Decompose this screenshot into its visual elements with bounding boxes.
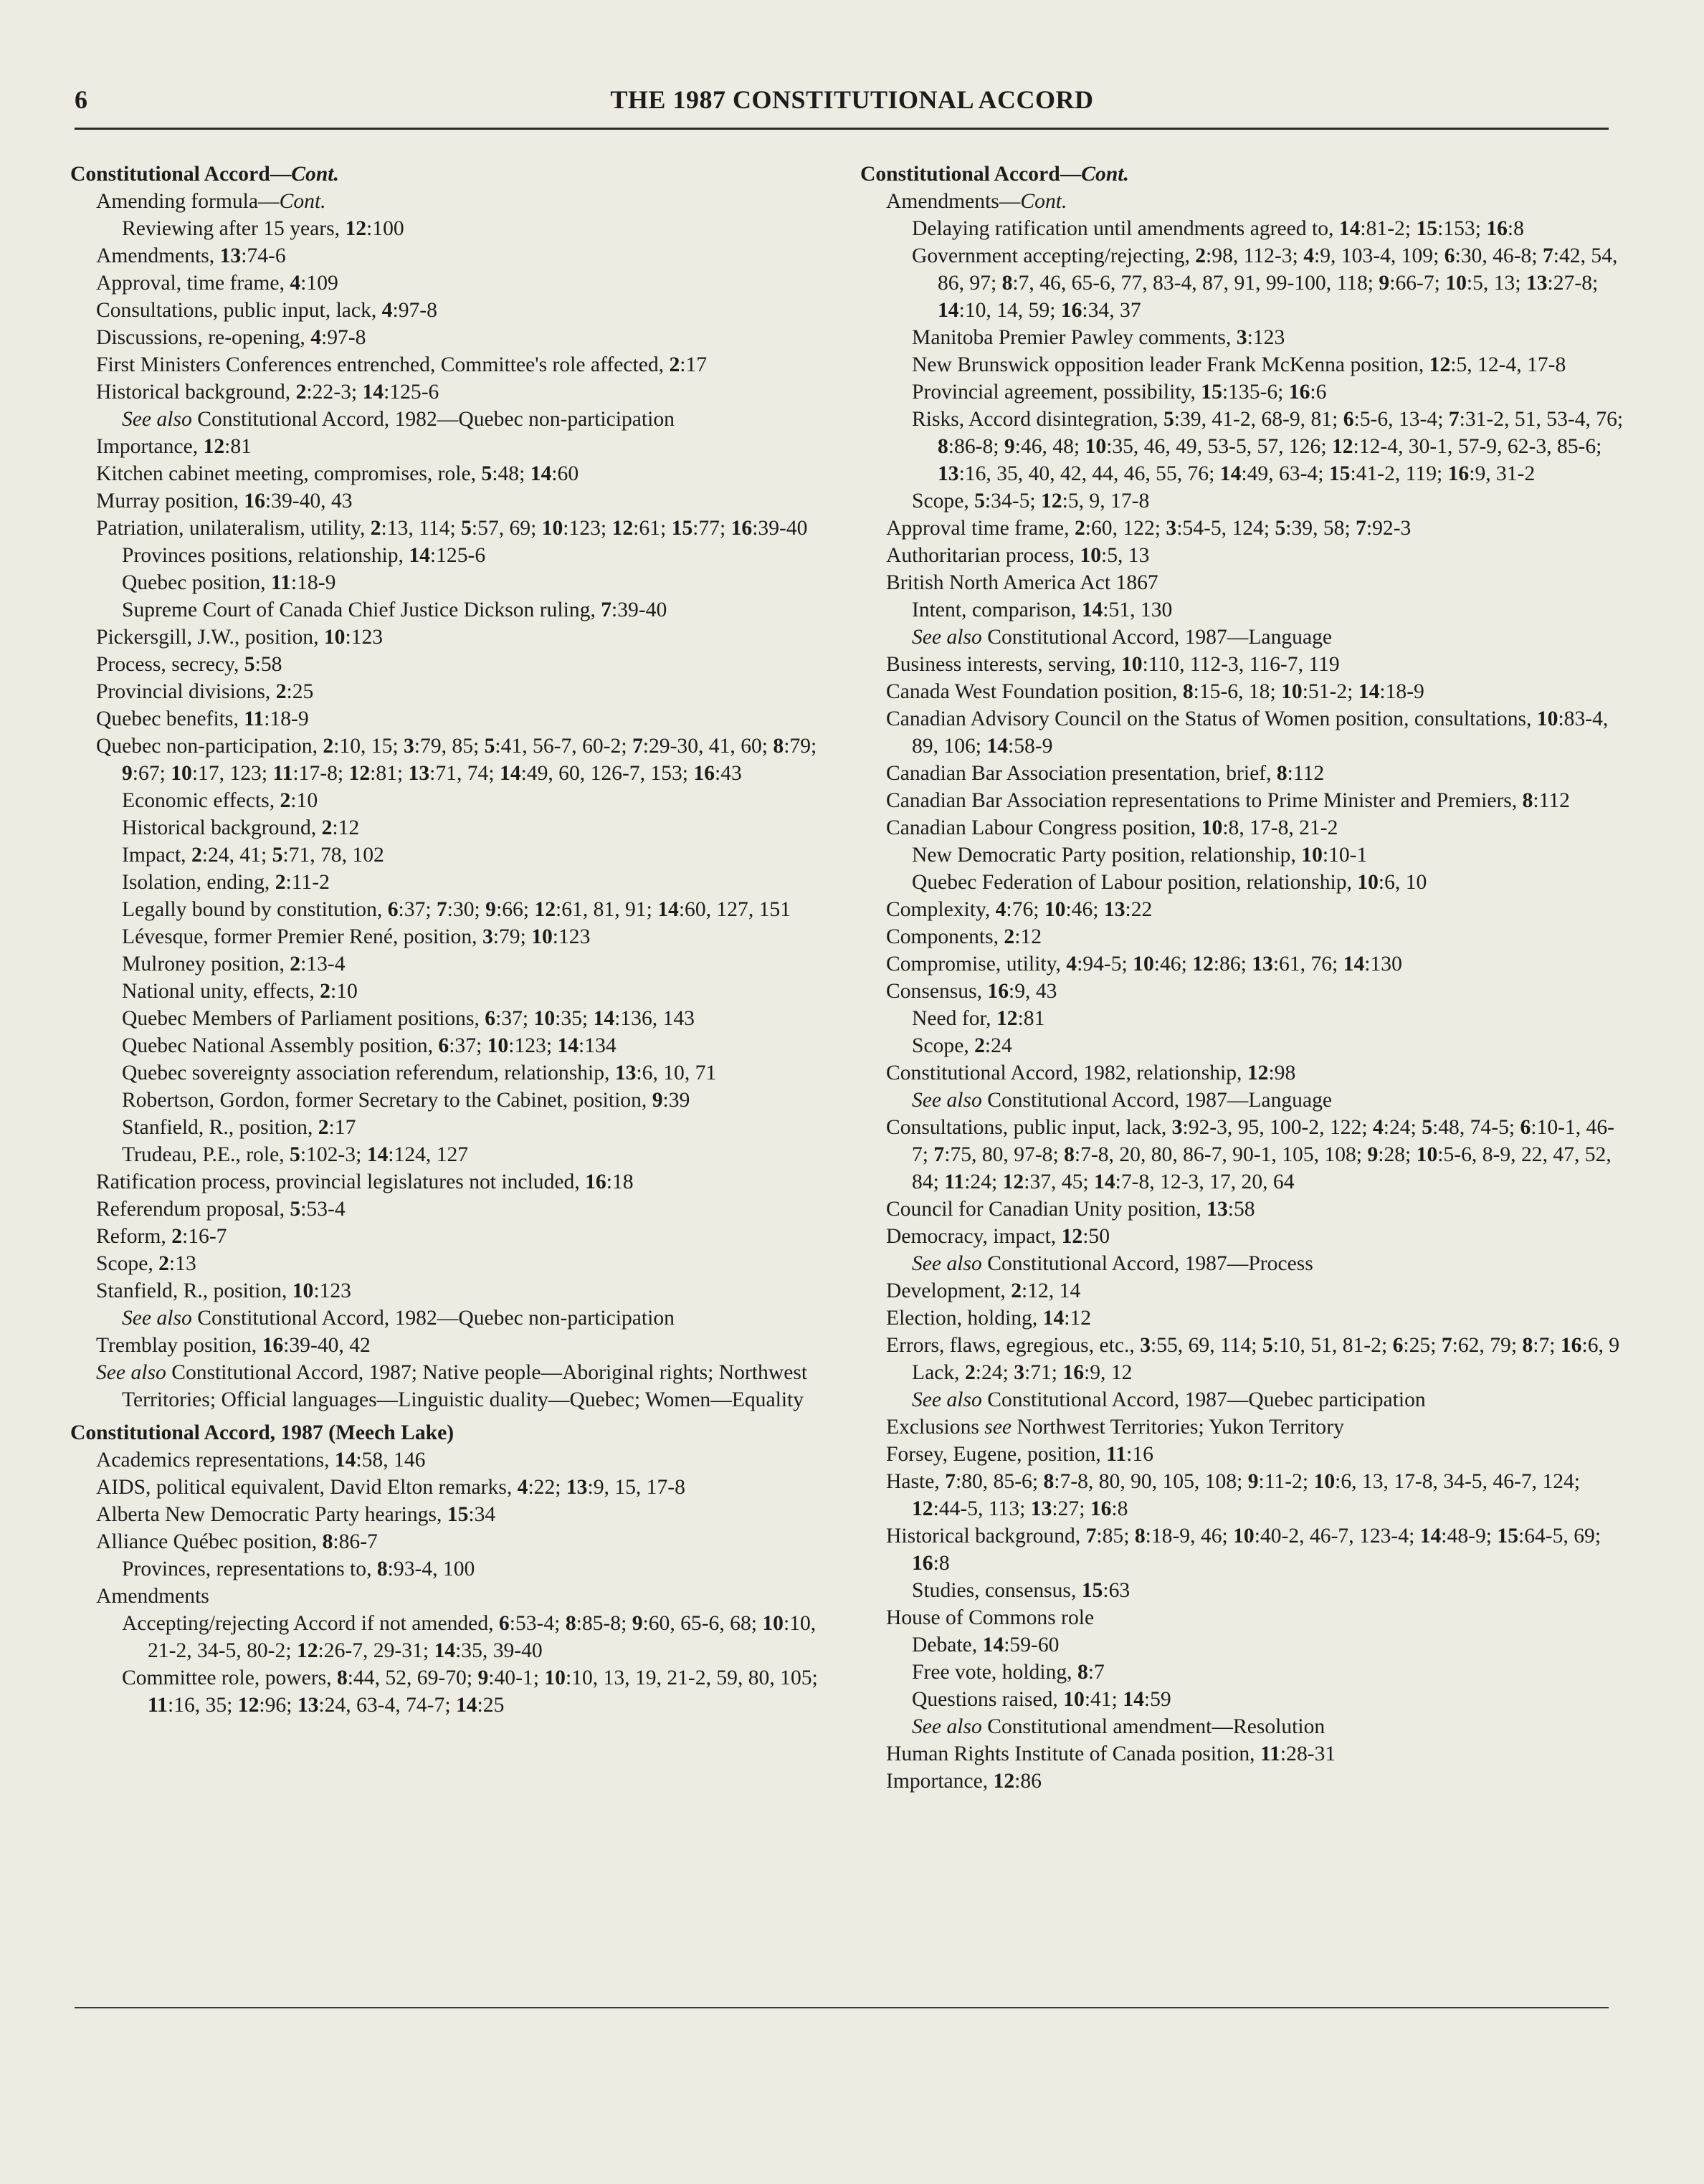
- index-entry: Isolation, ending, 2:11-2: [122, 871, 330, 894]
- index-entry: Haste, 7:80, 85-6; 8:7-8, 80, 90, 105, 108; 9:11-2; 10:6, 13, 17-8, 34-5, 46-7, 124; 12:44-5, 113; 13:27; 16:8: [886, 1470, 1581, 1520]
- index-entry: See also Constitutional Accord, 1987—Process: [912, 1252, 1313, 1275]
- index-entry: Lévesque, former Premier René, position, 3:79; 10:123: [122, 925, 591, 948]
- index-entry: Quebec National Assembly position, 6:37; 10:123; 14:134: [122, 1034, 617, 1057]
- index-heading: Constitutional Accord—Cont.: [860, 163, 1129, 186]
- index-entry: British North America Act 1867: [886, 571, 1158, 594]
- index-entry: Quebec Members of Parliament positions, 6:37; 10:35; 14:136, 143: [122, 1007, 695, 1030]
- index-entry: Provincial agreement, possibility, 15:135-6; 16:6: [912, 381, 1327, 404]
- index-entry: Development, 2:12, 14: [886, 1279, 1081, 1302]
- index-entry: Constitutional Accord, 1982, relationship, 12:98: [886, 1062, 1296, 1084]
- index-entry: See also Constitutional Accord, 1987—Language: [912, 626, 1333, 649]
- page-number: 6: [75, 85, 87, 114]
- index-entry: Delaying ratification until amendments agreed to, 14:81-2; 15:153; 16:8: [912, 217, 1524, 240]
- index-entry: Historical background, 2:12: [122, 816, 360, 839]
- index-entry: Reviewing after 15 years, 12:100: [122, 217, 404, 240]
- index-entry: Approval time frame, 2:60, 122; 3:54-5, 124; 5:39, 58; 7:92-3: [886, 517, 1412, 540]
- index-entry: Canadian Bar Association representations to Prime Minister and Premiers, 8:112: [886, 789, 1570, 812]
- index-entry: National unity, effects, 2:10: [122, 980, 358, 1003]
- index-entry: Stanfield, R., position, 2:17: [122, 1116, 356, 1139]
- index-entry: Historical background, 2:22-3; 14:125-6: [96, 381, 439, 404]
- index-entry: Provinces, representations to, 8:93-4, 100: [122, 1558, 475, 1580]
- index-entry: Council for Canadian Unity position, 13:58: [886, 1198, 1255, 1221]
- index-entry: First Ministers Conferences entrenched, Committee's role affected, 2:17: [96, 353, 708, 376]
- index-entry: Debate, 14:59-60: [912, 1634, 1060, 1656]
- index-entry: Manitoba Premier Pawley comments, 3:123: [912, 326, 1285, 349]
- index-entry: Questions raised, 10:41; 14:59: [912, 1688, 1171, 1711]
- index-entry: Murray position, 16:39-40, 43: [96, 490, 353, 512]
- index-column-left: [70, 161, 830, 1719]
- index-heading: Constitutional Accord, 1987 (Meech Lake): [70, 1421, 454, 1444]
- index-entry: Errors, flaws, egregious, etc., 3:55, 69, 114; 5:10, 51, 81-2; 6:25; 7:62, 79; 8:7; 16:6, 9: [886, 1334, 1620, 1357]
- index-entry: Mulroney position, 2:13-4: [122, 953, 346, 976]
- index-entry: See also Constitutional Accord, 1982—Quebec non-participation: [122, 408, 675, 431]
- index-entry: Provincial divisions, 2:25: [96, 680, 314, 703]
- index-entry: Exclusions see Northwest Territories; Yukon Territory: [886, 1416, 1344, 1439]
- index-entry: Kitchen cabinet meeting, compromises, role, 5:48; 14:60: [96, 462, 579, 485]
- index-entry: Scope, 2:24: [912, 1034, 1012, 1057]
- index-entry: Scope, 5:34-5; 12:5, 9, 17-8: [912, 490, 1150, 512]
- index-entry: Compromise, utility, 4:94-5; 10:46; 12:86; 13:61, 76; 14:130: [886, 953, 1402, 976]
- index-entry: New Brunswick opposition leader Frank McKenna position, 12:5, 12-4, 17-8: [912, 353, 1566, 376]
- index-entry: Consultations, public input, lack, 4:97-8: [96, 299, 437, 322]
- index-entry: Committee role, powers, 8:44, 52, 69-70; 9:40-1; 10:10, 13, 19, 21-2, 59, 80, 105; 11:16, 35; 12:96; 13:24, 63-4, 74-7; 14:25: [122, 1666, 818, 1717]
- index-entry: Referendum proposal, 5:53-4: [96, 1198, 346, 1221]
- index-entry: Reform, 2:16-7: [96, 1225, 227, 1248]
- index-entry: Provinces positions, relationship, 14:125-6: [122, 544, 486, 567]
- index-entry: Supreme Court of Canada Chief Justice Dickson ruling, 7:39-40: [122, 599, 667, 621]
- index-entry: See also Constitutional amendment—Resolution: [912, 1715, 1325, 1738]
- index-entry: Legally bound by constitution, 6:37; 7:30; 9:66; 12:61, 81, 91; 14:60, 127, 151: [122, 898, 791, 921]
- index-entry: New Democratic Party position, relationship, 10:10-1: [912, 844, 1368, 867]
- index-heading: Constitutional Accord—Cont.: [70, 163, 339, 186]
- index-entry: See also Constitutional Accord, 1987—Quebec participation: [912, 1388, 1426, 1411]
- index-entry: Canadian Advisory Council on the Status of Women position, consultations, 10:83-4, 89, 106; 14:58-9: [886, 707, 1609, 758]
- index-entry: Tremblay position, 16:39-40, 42: [96, 1334, 371, 1357]
- index-entry: Amendments: [96, 1585, 209, 1608]
- index-entry: Studies, consensus, 15:63: [912, 1579, 1131, 1602]
- index-entry: See also Constitutional Accord, 1987; Native people—Aboriginal rights; Northwest Territories; Official languages—Linguistic duality—Quebec; Women—Equality: [96, 1361, 808, 1411]
- index-entry: Quebec benefits, 11:18-9: [96, 707, 309, 730]
- index-entry: Consultations, public input, lack, 3:92-3, 95, 100-2, 122; 4:24; 5:48, 74-5; 6:10-1, 46-7; 7:75, 80, 97-8; 8:7-8, 20, 80, 86-7, 90-1, 105, 108; 9:28; 10:5-6, 8-9, 22, 47, 52, 84; 11:24; 12:37, 45; 14:7-8, 12-3, 17, 20, 64: [886, 1116, 1615, 1193]
- index-entry: Business interests, serving, 10:110, 112-3, 116-7, 119: [886, 653, 1340, 676]
- index-entry: Pickersgill, J.W., position, 10:123: [96, 626, 384, 649]
- index-entry: Stanfield, R., position, 10:123: [96, 1279, 351, 1302]
- index-entry: Amendments—Cont.: [886, 190, 1067, 213]
- index-entry: Complexity, 4:76; 10:46; 13:22: [886, 898, 1153, 921]
- index-entry: Scope, 2:13: [96, 1252, 196, 1275]
- index-entry: Importance, 12:81: [96, 435, 252, 458]
- index-entry: Canada West Foundation position, 8:15-6, 18; 10:51-2; 14:18-9: [886, 680, 1424, 703]
- index-entry: Amendments, 13:74-6: [96, 244, 286, 267]
- index-entry: Free vote, holding, 8:7: [912, 1661, 1105, 1684]
- index-entry: Ratification process, provincial legislatures not included, 16:18: [96, 1170, 634, 1193]
- index-entry: Human Rights Institute of Canada position, 11:28-31: [886, 1742, 1336, 1765]
- index-entry: Historical background, 7:85; 8:18-9, 46; 10:40-2, 46-7, 123-4; 14:48-9; 15:64-5, 69; 16:8: [886, 1525, 1601, 1575]
- page-title: THE 1987 CONSTITUTIONAL ACCORD: [610, 85, 1094, 114]
- index-entry: Amending formula—Cont.: [96, 190, 326, 213]
- index-entry: See also Constitutional Accord, 1987—Language: [912, 1089, 1333, 1112]
- index-entry: Quebec Federation of Labour position, relationship, 10:6, 10: [912, 871, 1427, 894]
- index-entry: AIDS, political equivalent, David Elton remarks, 4:22; 13:9, 15, 17-8: [96, 1476, 685, 1499]
- index-entry: Need for, 12:81: [912, 1007, 1045, 1030]
- header-rule: [75, 128, 1609, 130]
- index-entry: Authoritarian process, 10:5, 13: [886, 544, 1150, 567]
- index-entry: Components, 2:12: [886, 925, 1042, 948]
- index-entry: Economic effects, 2:10: [122, 789, 318, 812]
- index-entry: Intent, comparison, 14:51, 130: [912, 599, 1173, 621]
- index-entry: Approval, time frame, 4:109: [96, 272, 338, 295]
- index-entry: Impact, 2:24, 41; 5:71, 78, 102: [122, 844, 384, 867]
- index-entry: Canadian Labour Congress position, 10:8, 17-8, 21-2: [886, 816, 1338, 839]
- index-entry: Alliance Québec position, 8:86-7: [96, 1530, 378, 1553]
- index-entry: Risks, Accord disintegration, 5:39, 41-2, 68-9, 81; 6:5-6, 13-4; 7:31-2, 51, 53-4, 76; 8:86-8; 9:46, 48; 10:35, 46, 49, 53-5, 57, 126; 12:12-4, 30-1, 57-9, 62-3, 85-6; 13:16, 35, 40, 42, 44, 46, 55, 76; 14:49, 63-4; 15:41-2, 119; 16:9, 31-2: [912, 408, 1624, 485]
- index-entry: Academics representations, 14:58, 146: [96, 1449, 426, 1472]
- index-column-right: [860, 161, 1627, 1795]
- index-entry: Discussions, re-opening, 4:97-8: [96, 326, 366, 349]
- index-entry: Patriation, unilateralism, utility, 2:13, 114; 5:57, 69; 10:123; 12:61; 15:77; 16:39-40: [96, 517, 808, 540]
- index-entry: Quebec position, 11:18-9: [122, 571, 336, 594]
- index-entry: Lack, 2:24; 3:71; 16:9, 12: [912, 1361, 1133, 1384]
- index-entry: Accepting/rejecting Accord if not amended, 6:53-4; 8:85-8; 9:60, 65-6, 68; 10:10, 21-2, 34-5, 80-2; 12:26-7, 29-31; 14:35, 39-40: [122, 1612, 817, 1662]
- index-entry: Robertson, Gordon, former Secretary to the Cabinet, position, 9:39: [122, 1089, 690, 1112]
- index-entry: Consensus, 16:9, 43: [886, 980, 1057, 1003]
- index-entry: Government accepting/rejecting, 2:98, 112-3; 4:9, 103-4, 109; 6:30, 46-8; 7:42, 54, 86, 97; 8:7, 46, 65-6, 77, 83-4, 87, 91, 99-100, 118; 9:66-7; 10:5, 13; 13:27-8; 14:10, 14, 59; 16:34, 37: [912, 244, 1618, 322]
- index-entry: Alberta New Democratic Party hearings, 15:34: [96, 1503, 496, 1526]
- index-entry: Election, holding, 14:12: [886, 1307, 1092, 1330]
- index-entry: Importance, 12:86: [886, 1770, 1042, 1793]
- index-entry: House of Commons role: [886, 1606, 1095, 1629]
- index-entry: Quebec sovereignty association referendum, relationship, 13:6, 10, 71: [122, 1062, 717, 1084]
- footer-rule: [75, 2007, 1609, 2008]
- index-entry: See also Constitutional Accord, 1982—Quebec non-participation: [122, 1307, 675, 1330]
- index-entry: Forsey, Eugene, position, 11:16: [886, 1443, 1153, 1466]
- index-entry: Quebec non-participation, 2:10, 15; 3:79, 85; 5:41, 56-7, 60-2; 7:29-30, 41, 60; 8:79; 9:67; 10:17, 123; 11:17-8; 12:81; 13:71, 74; 14:49, 60, 126-7, 153; 16:43: [96, 735, 817, 785]
- index-entry: Process, secrecy, 5:58: [96, 653, 282, 676]
- index-entry: Trudeau, P.E., role, 5:102-3; 14:124, 127: [122, 1143, 469, 1166]
- index-entry: Canadian Bar Association presentation, brief, 8:112: [886, 762, 1325, 785]
- index-entry: Democracy, impact, 12:50: [886, 1225, 1110, 1248]
